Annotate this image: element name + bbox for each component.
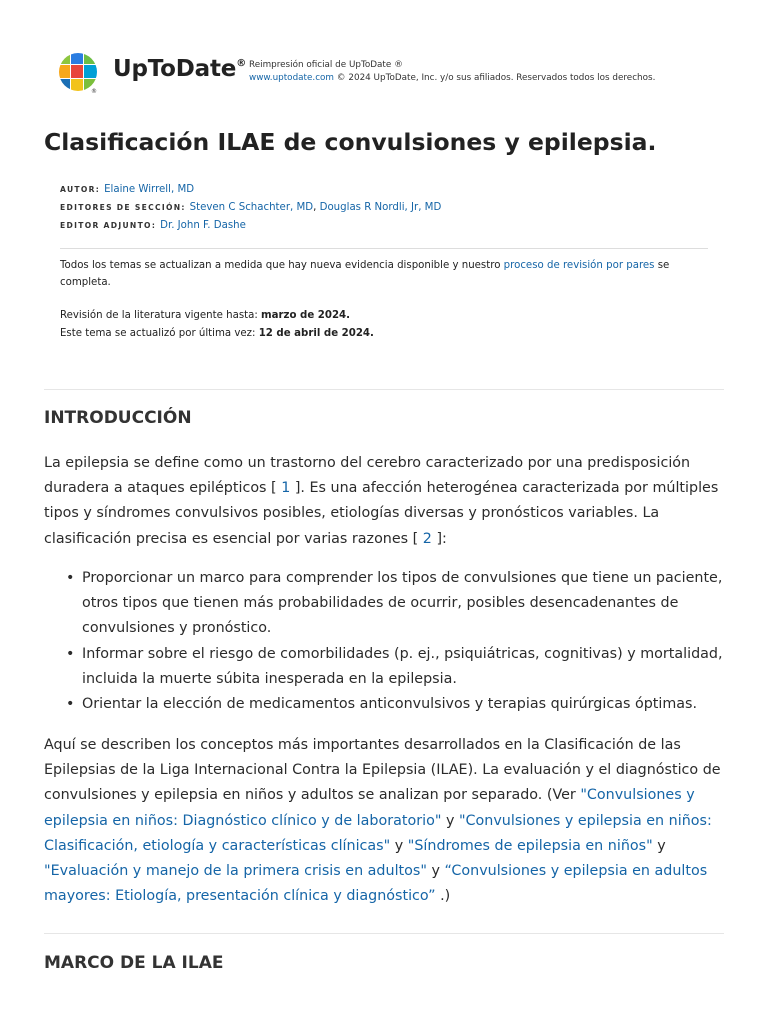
reprint-line: Reimpresión oficial de UpToDate ®: [249, 60, 403, 70]
reference-link[interactable]: 2: [422, 530, 432, 547]
topic-link[interactable]: “Convulsiones y epilepsia en adultos mayores: Etiología, presentación clínica y diagnóstico”: [44, 863, 708, 905]
header: [58, 52, 738, 96]
reference-link[interactable]: 1: [281, 480, 291, 497]
intro-paragraph: La epilepsia se define como un trastorno del cerebro caracterizado por una predisposición duradera a ataques epilépticos [ 1 ]. Es una afección heterogénea caracterizada por múltiples tipos y síndromes convulsivos posibles, etiologías diversas y pronósticos variables. La clasificación precisa es esencial por varias razones [ 2 ]:: [44, 455, 719, 547]
contributors: AUTOR: Elaine Wirrell, MD EDITORES DE SECCIÓN: Steven C Schachter, MD, Douglas R Nordli, Jr, MD EDITOR ADJUNTO: Dr. John F. Dashe: [60, 184, 442, 231]
topic-link[interactable]: "Convulsiones y epilepsia en niños: Diagnóstico clínico y de laboratorio": [44, 787, 695, 829]
peer-review-link[interactable]: proceso de revisión por pares: [503, 260, 655, 271]
last-updated-date: Este tema se actualizó por última vez: 12 de abril de 2024.: [60, 328, 374, 339]
update-notice: Todos los temas se actualizan a medida que hay nueva evidencia disponible y nuestro proceso de revisión por pares se completa.: [60, 260, 670, 288]
divider: [60, 248, 708, 249]
section-editor-link[interactable]: Douglas R Nordli, Jr, MD: [319, 202, 442, 213]
page-title: Clasificación ILAE de convulsiones y epilepsia.: [44, 128, 657, 156]
literature-review-date: Revisión de la literatura vigente hasta: marzo de 2024.: [60, 310, 351, 321]
deputy-editor-link[interactable]: Dr. John F. Dashe: [160, 220, 246, 231]
deputy-editor-label: EDITOR ADJUNTO: [60, 221, 152, 230]
section-divider: [44, 933, 724, 934]
uptodate-logo-icon: [58, 52, 100, 94]
section-divider: [44, 389, 724, 390]
intro-paragraph-2: Aquí se describen los conceptos más importantes desarrollados en la Clasificación de las Epilepsias de la Liga Internacional Contra la Epilepsia (ILAE). La evaluación y el diagnóstico de convulsiones y epilepsia en niños y adultos se analizan por separado. (Ver "Convulsiones y epilepsia en niños: Diagnóstico clínico y de laboratorio" y "Convulsiones y epilepsia en niños: Clasificación, etiología y características clínicas" y "Síndromes de epilepsia en niños" y "Evaluación y manejo de la primera crisis en adultos" y “Convulsiones y epilepsia en adultos mayores: Etiología, presentación clínica y diagnóstico” .): [44, 737, 721, 905]
author-label: AUTOR: [60, 185, 96, 194]
topic-link[interactable]: "Síndromes de epilepsia en niños": [407, 837, 653, 854]
section-heading-ilae-framework: MARCO DE LA ILAE: [44, 953, 224, 973]
copyright-text: © 2024 UpToDate, Inc. y/o sus afiliados. Reservados todos los derechos.: [333, 73, 656, 83]
section-heading-intro: INTRODUCCIÓN: [44, 408, 192, 428]
list-item: • Proporcionar un marco para comprender los tipos de convulsiones que tiene un paciente, otros tipos que tienen más probabilidades de ocurrir, posibles desencadenantes de convulsiones y pronóstico.: [62, 566, 734, 642]
reprint-notice: [249, 59, 655, 85]
uptodate-site-link[interactable]: www.uptodate.com: [249, 73, 334, 83]
author-link[interactable]: Elaine Wirrell, MD: [104, 184, 195, 195]
list-item: • Informar sobre el riesgo de comorbilidades (p. ej., psiquiátricas, cognitivas) y mortalidad, incluida la muerte súbita inesperada en la epilepsia.: [62, 642, 734, 692]
svg-text:®: ®: [91, 88, 97, 94]
reasons-list: [62, 566, 734, 717]
list-item: • Orientar la elección de medicamentos anticonvulsivos y terapias quirúrgicas óptimas.: [62, 692, 734, 717]
section-editor-link[interactable]: Steven C Schachter, MD: [189, 202, 314, 213]
topic-link[interactable]: "Evaluación y manejo de la primera crisis en adultos": [44, 863, 427, 880]
brand-name: UpToDate®: [113, 56, 246, 82]
review-dates: [60, 307, 374, 343]
topic-link[interactable]: "Convulsiones y epilepsia en niños: Clasificación, etiología y características clínicas": [44, 812, 712, 854]
section-editors-label: EDITORES DE SECCIÓN: [60, 203, 182, 212]
